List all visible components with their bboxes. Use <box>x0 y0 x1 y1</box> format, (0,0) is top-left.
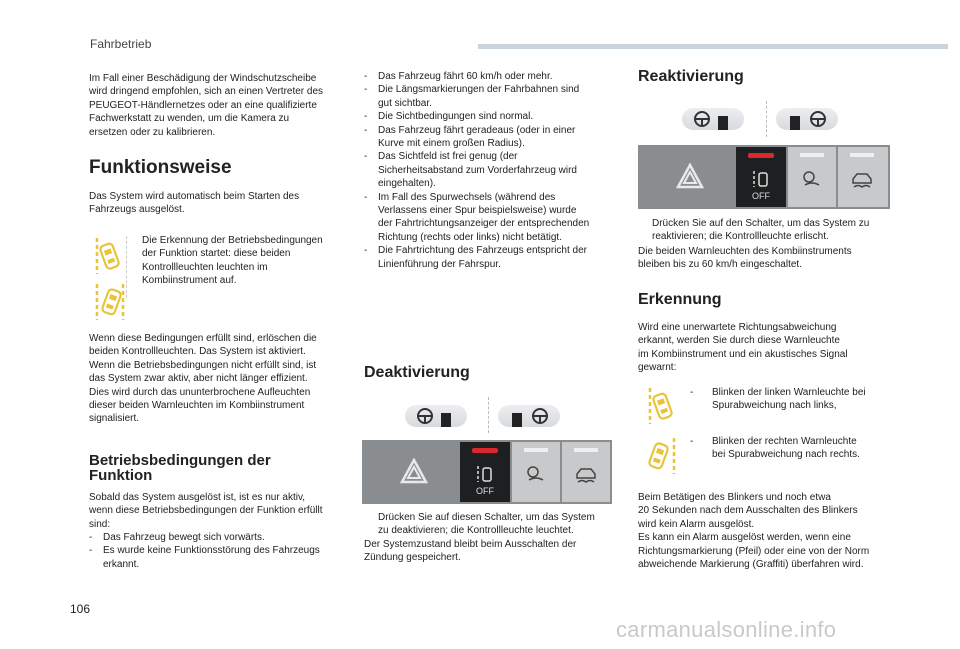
section-title-reaktivierung: Reaktivierung <box>638 68 744 85</box>
list-item: - Das Fahrzeug fährt geradeaus (oder in einer Kurve mit einem großen Radius). <box>364 124 576 150</box>
list-item: - Das Fahrzeug fährt 60 km/h oder mehr. <box>364 71 553 82</box>
list-item: - Die Längsmarkierungen der Fahrbahnen sind gut sichtbar. <box>364 84 580 109</box>
list-item: - Das Fahrzeug bewegt sich vorwärts. <box>89 532 265 543</box>
right-warning-item: - Blinken der rechten Warnleuchte bei Spurabweichung nach rechts. <box>690 436 860 461</box>
section-title-funktionsweise: Funktionsweise <box>89 157 232 178</box>
button-panel-deactivated <box>362 440 612 504</box>
hazard-triangle-icon <box>676 163 704 189</box>
list-item: - Es wurde keine Funktionsstörung des Fahrzeugs erkannt. <box>89 545 320 570</box>
reactivation-note: Die beiden Warnleuchten des Kombiinstruments bleiben bis zu 60 km/h eingeschaltet. <box>638 246 852 271</box>
list-item: - Im Fall des Spurwechsels (während des Verlassens einer Spur beispielsweise) wurde der Fahrtrichtungsanzeiger der entsprechenden Richtung (rechts oder links) nicht betätigt. <box>364 191 590 243</box>
conditions-list <box>364 70 614 271</box>
steering-wheel-icon <box>808 110 828 128</box>
conditions-paragraph: Wenn diese Bedingungen erfüllt sind, erlöschen die beiden Kontrollleuchten. Das System ist aktiviert. Wenn die Betriebsbedingungen nicht erfüllt sind, ist das System zwar aktiv, aber nicht länger effizient. Dies wird durch das ununterbrochene Aufleuchten dieser beiden Warnleuchten im Kombiinstrument signalisiert. <box>89 333 317 425</box>
section-title-erkennung: Erkennung <box>638 291 722 308</box>
steering-control-left <box>405 405 467 427</box>
section-header: Fahrbetrieb <box>90 37 152 51</box>
lane-warning-right-icon <box>92 282 126 322</box>
parking-sensor-icon <box>525 464 547 484</box>
blinker-paragraph: Beim Betätigen des Blinkers und noch etwa 20 Sekunden nach dem Ausschalten des Blinkers wird kein Alarm ausgelöst. Es kann ein Alarm ausgelöst werden, wenn eine Richtungsmarkierung (Pfeil) oder eine von der Norm abweichende Markierung (Graffiti) überfahren wird. <box>638 492 870 571</box>
deactivation-note: Der Systemzustand bleibt beim Ausschalten der Zündung gespeichert. <box>364 539 577 564</box>
steering-wheel-icon <box>415 407 435 425</box>
skid-car-icon <box>574 464 598 484</box>
hazard-triangle-icon <box>400 458 428 484</box>
panel-button[interactable] <box>512 442 560 502</box>
panel-button[interactable] <box>838 147 888 207</box>
lane-off-button[interactable] <box>460 442 510 502</box>
divider-line <box>488 397 489 433</box>
lane-warning-left-icon <box>92 236 122 276</box>
header-bar <box>478 44 948 49</box>
indicator-light <box>748 153 774 158</box>
left-warning-item: - Blinken der linken Warnleuchte bei Spurabweichung nach links, <box>690 387 866 412</box>
bullet-arrow-icon <box>638 217 652 244</box>
auto-start-text: Das System wird automatisch beim Starten des Fahrzeugs ausgelöst. <box>89 191 300 216</box>
bullet-arrow-icon <box>364 511 378 538</box>
steering-wheel-icon <box>692 110 712 128</box>
list-item: - Die Fahrtrichtung des Fahrzeugs entspricht der Linienführung der Fahrspur. <box>364 245 587 270</box>
off-label: OFF <box>476 486 494 496</box>
icon-description: Die Erkennung der Betriebsbedingungen der Funktion startet: diese beiden Kontrollleuchten leuchten im Kombiinstrument auf. <box>142 235 323 287</box>
steering-control-right <box>498 405 560 427</box>
off-label: OFF <box>752 191 770 201</box>
parking-sensor-icon <box>801 169 823 189</box>
lane-car-icon <box>751 169 771 189</box>
lane-warning-right-icon <box>645 436 679 476</box>
operating-intro: Sobald das System ausgelöst ist, ist es nur aktiv, wenn diese Betriebsbedingungen der Funktion erfüllt sind: <box>89 492 323 530</box>
steering-wheel-icon <box>530 407 550 425</box>
steering-control-right <box>776 108 838 130</box>
button-panel-reactivated <box>638 145 890 209</box>
intro-paragraph: Im Fall einer Beschädigung der Windschutzscheibe wird dringend empfohlen, sich an einen Vertreter des PEUGEOT-Händlernetzes oder an eine qualifizierte Fachwerkstatt zu wenden, um die Kamera zu ersetzen oder zu kalibrieren. <box>89 73 324 138</box>
list-item: - Die Sichtbedingungen sind normal. <box>364 111 534 123</box>
panel-button[interactable] <box>788 147 836 207</box>
detection-paragraph: Wird eine unerwartete Richtungsabweichung erkannt, werden Sie durch diese Warnleuchte im Kombiinstrument und ein akustisches Signal gewarnt: <box>638 322 848 374</box>
steering-control-left <box>682 108 744 130</box>
reactivation-instruction: Drücken Sie auf den Schalter, um das System zu reaktivieren; die Kontrollleuchte erlischt. <box>638 217 893 244</box>
panel-button[interactable] <box>562 442 610 502</box>
page-number: 106 <box>70 602 91 616</box>
divider-line <box>126 236 127 298</box>
lane-off-button[interactable] <box>736 147 786 207</box>
watermark: carmanualsonline.info <box>616 617 837 642</box>
lane-car-icon <box>475 464 495 484</box>
operating-list <box>89 531 354 571</box>
divider-line <box>766 101 767 137</box>
skid-car-icon <box>850 169 874 189</box>
list-item: - Das Sichtfeld ist frei genug (der Sicherheitsabstand zum Vorderfahrzeug wird eingehalten). <box>364 151 577 190</box>
indicator-light <box>472 448 498 453</box>
subsection-title-betriebsbedingungen: Betriebsbedingungen der Funktion <box>89 452 271 484</box>
section-title-deaktivierung: Deaktivierung <box>364 364 470 381</box>
lane-warning-left-icon <box>645 386 675 426</box>
deactivation-instruction: Drücken Sie auf diesen Schalter, um das System zu deaktivieren; die Kontrollleuchte leuchtet. <box>364 511 614 538</box>
